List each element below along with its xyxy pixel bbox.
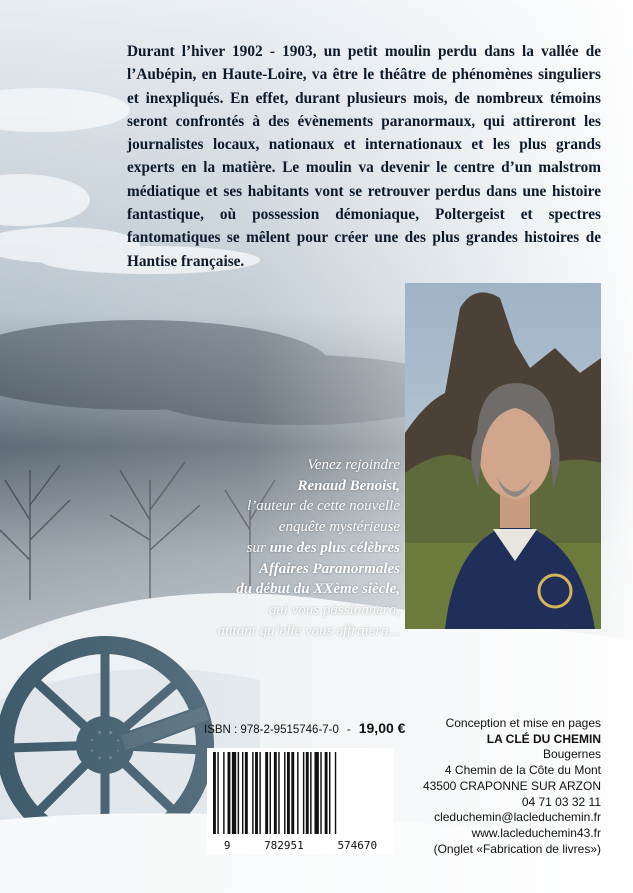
publisher-phone: 04 71 03 32 11 <box>521 794 601 809</box>
publisher-address: 4 Chemin de la Côte du Mont <box>444 763 601 778</box>
publisher-city: 43500 CRAPONNE SUR ARZON <box>422 778 601 793</box>
barcode-bar <box>335 752 336 834</box>
barcode-bar <box>303 752 304 834</box>
promo-line: enquête mystérieuse <box>278 519 400 536</box>
barcode-bar <box>245 752 248 834</box>
author-promo <box>140 455 400 641</box>
barcode-bar <box>217 752 218 834</box>
barcode-bar <box>228 752 231 834</box>
barcode-bar <box>320 752 321 834</box>
barcode-bar <box>291 752 294 834</box>
barcode-bar <box>287 752 290 834</box>
isbn-label: ISBN : 978-2-9515746-7-0 <box>204 724 339 736</box>
promo-line: qui vous passionnera, <box>268 601 400 618</box>
barcode-digit-group: 574670 <box>337 839 378 852</box>
barcode-bar <box>284 752 285 834</box>
barcode-bar <box>306 752 309 834</box>
barcode-bar <box>223 752 224 834</box>
author-name: Renaud Benoist, <box>297 477 400 494</box>
publisher-website: www.lacleduchemin43.fr <box>471 825 601 840</box>
barcode-bar <box>274 752 277 834</box>
barcode-bar <box>213 752 216 834</box>
publisher-email: cleduchemin@lacleduchemin.fr <box>434 810 601 825</box>
barcode-bar <box>315 752 319 834</box>
barcode-bar <box>259 752 260 834</box>
separator: - <box>346 724 351 736</box>
barcode-bar <box>238 752 239 834</box>
barcode-bar <box>297 752 298 834</box>
price: 19,00 € <box>358 720 406 736</box>
barcode-bar <box>270 752 271 834</box>
promo-line: Venez rejoindre <box>307 457 400 473</box>
promo-line: du début du XXème siècle, <box>236 581 400 598</box>
barcode-bar <box>252 752 253 834</box>
promo-line: l’auteur de cette nouvelle <box>247 498 400 515</box>
publisher-heading: Conception et mise en pages <box>445 716 601 730</box>
publisher-info <box>358 716 601 857</box>
barcode-bar <box>278 752 279 834</box>
barcode-bar <box>329 752 330 834</box>
promo-line: autant qu’elle vous effraiera... <box>217 622 400 639</box>
publisher-note: (Onglet «Fabrication de livres») <box>433 841 601 856</box>
barcode-bar <box>232 752 236 834</box>
promo-line: sur une des plus célèbres <box>246 539 400 556</box>
barcode-bar <box>265 752 268 834</box>
barcode-bar <box>242 752 243 834</box>
barcode-digit-group: 782951 <box>264 839 304 852</box>
barcode-bar <box>310 752 311 834</box>
barcode-bar <box>255 752 258 834</box>
author-photo <box>405 283 601 629</box>
publisher-name: LA CLÉ DU CHEMIN <box>486 731 601 746</box>
synopsis-text: Durant l’hiver 1902 - 1903, un petit moulin perdu dans la vallée de l’Aubépin, en Haute-Loire, va être le théâtre de phénomènes singuliers et inexpliqués. En effet, durant plusieurs mois, de nombreux témoins seront confrontés à des évènements paranormaux, qui attireront les journalistes locaux, nationaux et internationaux et les plus grands experts en la matière. Le moulin va devenir le centre d’un malstrom médiatique et ses habitants vont se retrouver perdus dans une histoire fantastique, où possession démoniaque, Poltergeist et spectres fantomatiques se mêlent pour créer une des plus grandes histoires de Hantise française. <box>127 43 601 270</box>
promo-line: Affaires Paranormales <box>259 560 400 577</box>
barcode-bar <box>325 752 328 834</box>
barcode-digit-group: 9 <box>223 839 231 852</box>
publisher-place: Bougernes <box>542 747 601 762</box>
